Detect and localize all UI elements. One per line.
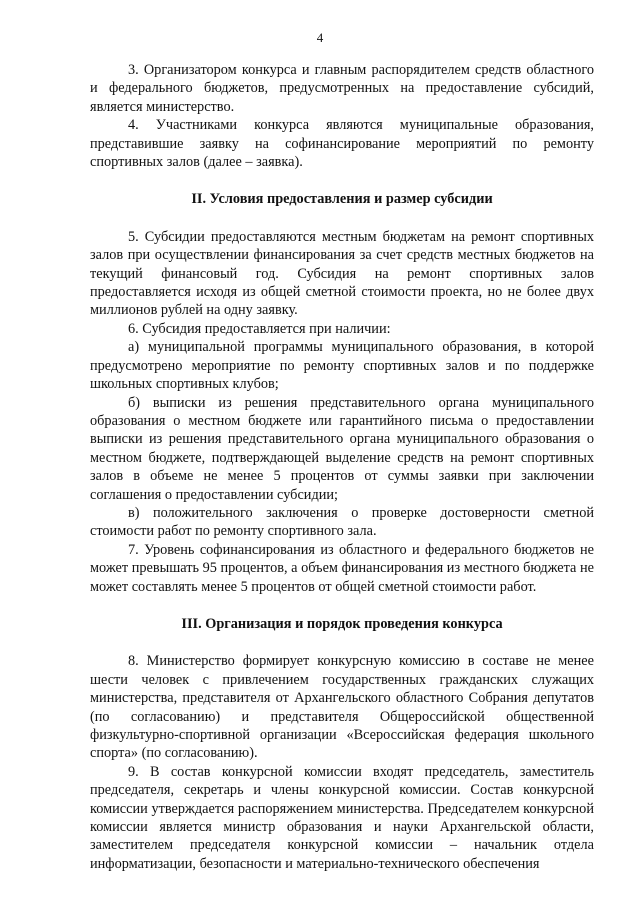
paragraph-6v: в) положительного заключения о проверке достоверности сметной стоимости работ по ремонту спортивного зала. [90,504,594,540]
page-number: 4 [316,30,324,45]
paragraph-6: 6. Субсидия предоставляется при наличии: [128,320,391,337]
paragraph-9: 9. В состав конкурсной комиссии входят председатель, заместитель председателя, секретарь и члены конкурсной комиссии. Состав конкурсной комиссии утверждается распоряжением министерства. Председателем конкурсной комиссии является министр образования и науки Архангельской области, заместителем председателя конкурсной комиссии – начальник отдела информатизации, безопасности и материально-технического обеспечения [90,763,594,872]
paragraph-3: 3. Организатором конкурса и главным распорядителем средств областного и федерального бюджетов, предусмотренных на предоставление субсидий, является министерство. [90,62,594,115]
section-2-heading: II. Условия предоставления и размер субсидии [191,191,493,208]
paragraph-8: 8. Министерство формирует конкурсную комиссию в составе не менее шести человек с привлечением государственных гражданских служащих министерства, представителя от Архангельского областного Собрания депутатов (по согласованию) и представителя Общероссийской общественной физкультурно-спортивной организации «Всероссийская федерация школьного спорта» (по согласованию). [90,653,594,762]
paragraph-7: 7. Уровень софинансирования из областного и федерального бюджетов не может превышать 95 процентов, а объем финансирования из местного бюджета не может составлять менее 5 процентов от общей сметной стоимости работ. [90,541,594,595]
paragraph-6b: б) выписки из решения представительного органа муниципального образования о местном бюджете или гарантийного письма о предоставлении выписки из решения представительного органа муниципального образования о местном бюджете, подтверждающей выделение средств на ремонт спортивных залов в объеме не менее 5 процентов от суммы заявки при заключении соглашения о предоставлении субсидии; [90,394,594,503]
paragraph-6a: а) муниципальной программы муниципального образования, в которой предусмотрено мероприятие по ремонту спортивных залов и по поддержке школьных спортивных клубов; [90,339,594,393]
section-3-heading: III. Организация и порядок проведения конкурса [181,615,503,632]
paragraph-5: 5. Субсидии предоставляются местным бюджетам на ремонт спортивных залов при осуществлении финансирования за счет средств местных бюджетов на текущий финансовый год. Субсидия на ремонт спортивных залов предоставляется исходя из общей сметной стоимости проекта, но не более двух миллионов рублей на одну заявку. [90,228,594,319]
paragraph-4: 4. Участниками конкурса являются муниципальные образования, представившие заявку на софинансирование мероприятий по ремонту спортивных залов (далее – заявка). [90,117,594,171]
document-body [90,61,594,873]
